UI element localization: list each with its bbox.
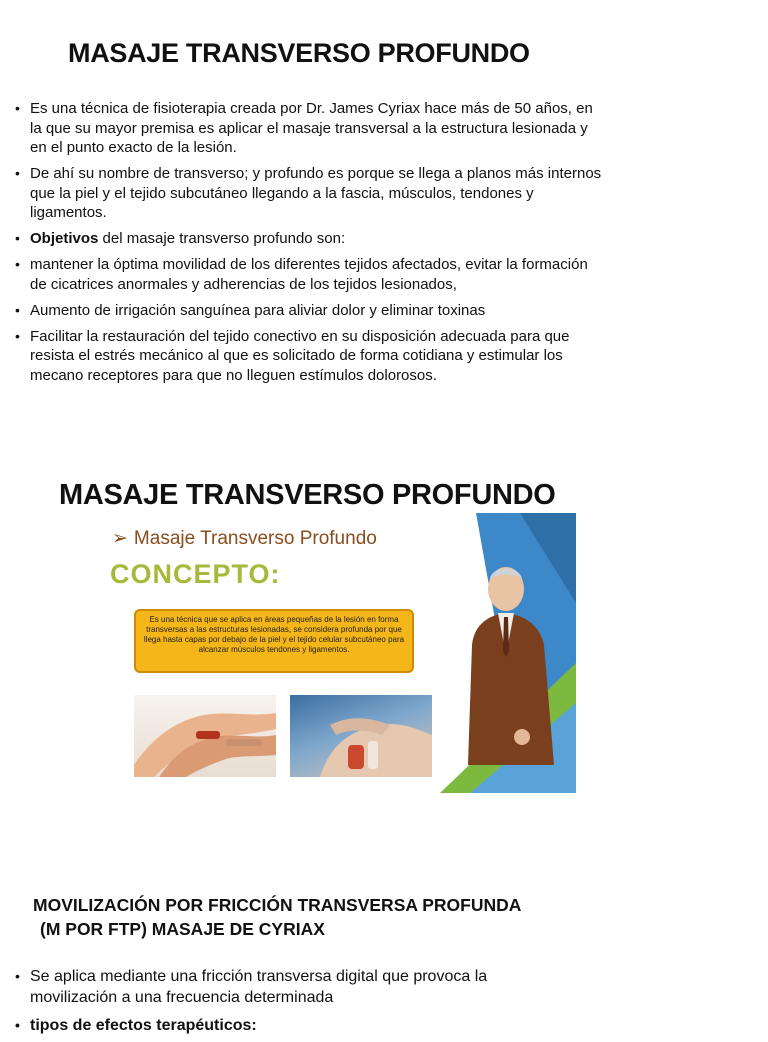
section1-bullet-list	[14, 99, 604, 392]
objetivos-text: del masaje transverso profundo son:	[98, 230, 346, 247]
arrow-bullet-icon: ➢	[112, 528, 128, 549]
bullet-item: • De ahí su nombre de transverso; y profundo es porque se llega a planos más internos que la piel y el tejido subcutáneo llegando a la fascia, músculos, tendones y ligamentos.	[14, 164, 604, 223]
slide-heading-text: Masaje Transverso Profundo	[133, 528, 377, 549]
slide-heading	[112, 527, 377, 550]
cyriax-portrait	[462, 555, 560, 765]
slide-image	[90, 513, 576, 793]
bullet-item: • Se aplica mediante una fricción transversa digital que provoca la movilización a una frecuencia determinada	[14, 966, 534, 1008]
finger-illustration	[290, 695, 432, 777]
concept-callout: Es una técnica que se aplica en áreas pequeñas de la lesión en forma transversas a las estructuras lesionadas, se considera profunda por que llega hasta capas por debajo de la piel y el tejido celular subcutáneo para alcanzar músculos tendones y ligamentos.	[134, 609, 414, 673]
section3-title-line1: MOVILIZACIÓN POR FRICCIÓN TRANSVERSA PROFUNDA	[33, 895, 522, 915]
bullet-item: • Es una técnica de fisioterapia creada por Dr. James Cyriax hace más de 50 años, en la que su mayor premisa es aplicar el masaje transversal a la estructura lesionada y en el punto exacto de la lesión.	[14, 99, 604, 158]
hands-illustration	[134, 695, 276, 777]
concept-label: CONCEPTO:	[110, 559, 281, 589]
bullet-item: • mantener la óptima movilidad de los diferentes tejidos afectados, evitar la formación de cicatrices anormales y adherencias de los tejidos lesionados,	[14, 255, 604, 294]
section2-title: MASAJE TRANSVERSO PROFUNDO	[59, 479, 556, 511]
finger-friction-photo	[290, 695, 432, 777]
hands-massage-photo	[134, 695, 276, 777]
section3-title	[33, 893, 521, 941]
bullet-item: • Aumento de irrigación sanguínea para aliviar dolor y eliminar toxinas	[14, 301, 604, 321]
bullet-item-objetivos	[14, 229, 604, 249]
objetivos-label: Objetivos	[30, 230, 99, 247]
bullet-item: • Facilitar la restauración del tejido conectivo en su disposición adecuada para que resista el estrés mecánico al que es solicitado de forma cotidiana y estimular los mecano receptores para que no lleguen estímulos dolorosos.	[14, 327, 604, 386]
section3-title-line2: (M POR FTP) MASAJE DE CYRIAX	[40, 919, 325, 939]
section1-title: MASAJE TRANSVERSO PROFUNDO	[68, 38, 530, 68]
bullet-item: • tipos de efectos terapéuticos:	[14, 1015, 534, 1036]
section3-bullet-list	[14, 966, 534, 1042]
